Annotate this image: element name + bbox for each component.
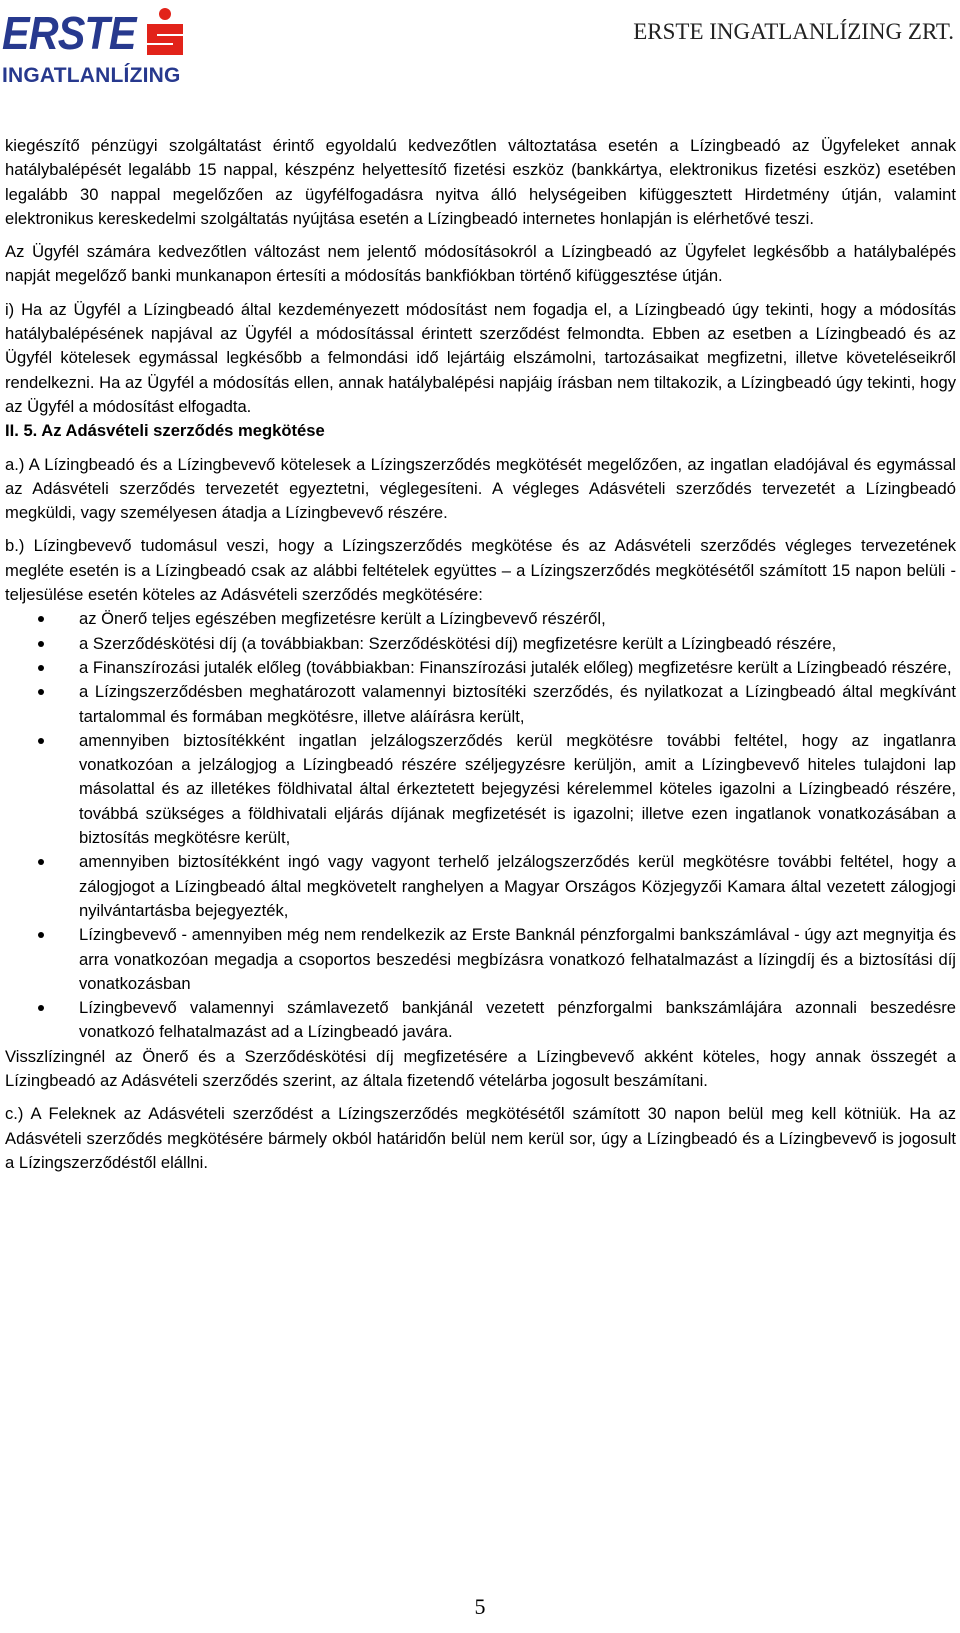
- list-item: az Önerő teljes egészében megfizetésre került a Lízingbevevő részéről,: [5, 607, 956, 631]
- logo-wordmark: ERSTE: [2, 7, 136, 59]
- paragraph: kiegészítő pénzügyi szolgáltatást érintő egyoldalú kedvezőtlen változtatása esetén a Lízingbeadó az Ügyfeleket annak hatálybalépését legalább 15 nappal, készpénz helyettesítő fizetési eszköz (bankkártya, elektronikus fizetési eszköz) esetében legalább 30 nappal megelőzően az ügyfélfogadásra nyitva álló helységeiben kifüggesztett Hirdetmény útján, valamint elektronikus kereskedelmi szolgáltatás nyújtása esetén a Lízingbeadó internetes honlapján is elérhetővé teszi.: [5, 136, 956, 228]
- list-item: a Szerződéskötési díj (a továbbiakban: Szerződéskötési díj) megfizetésre került a Lízingbeadó részére,: [5, 632, 956, 656]
- paragraph: Visszlízingnél az Önerő és a Szerződéskötési díj megfizetésére a Lízingbevevő akként köteles, hogy annak összegét a Lízingbeadó az Adásvételi szerződés szerint, az általa fizetendő vételárba jogosult beszámítani.: [5, 1046, 956, 1090]
- logo-subtitle: INGATLANLÍZING: [2, 64, 181, 87]
- list-item: amennyiben biztosítékként ingatlan jelzálogszerződés kerül megkötésre további feltétel, hogy az ingatlanra vonatkozóan a jelzálogjog a Lízingbeadó részére széljegyzésre kerüljön, amit a Lízingbevevő hiteles tulajdoni lap másolattal és az illetékes földhivatal által érkeztetett bejegyzési kérelemmel köteles igazolni a Lízingbeadó részére, továbbá szükséges a földhivatali eljárás díjának megfizetését is igazolni; illetve ezen ingatlanok vonatkozásában a biztosítás megkötésre került,: [5, 729, 956, 850]
- paragraph: i) Ha az Ügyfél a Lízingbeadó által kezdeményezett módosítást nem fogadja el, a Lízingbeadó úgy tekinti, hogy a módosítás hatálybalépésének napjával az Ügyfél a módosítással érintett szerződést felmondta. Ebben az esetben a Lízingbeadó és az Ügyfél kötelesek egymással legkésőbb a felmondási idő lejártáig elszámolni, tartozásaikat megfizetni, illetve követeléseikről rendelkezni. Ha az Ügyfél a módosítás ellen, annak hatálybalépési napjáig írásban nem tiltakozik, a Lízingbeadó úgy tekinti, hogy az Ügyfél a módosítást elfogadta.: [5, 299, 956, 416]
- page-number: 5: [474, 1594, 486, 1619]
- paragraph-c: c.) A Feleknek az Adásvételi szerződést a Lízingszerződés megkötésétől számított 30 napon belül meg kell kötniük. Ha az Adásvételi szerződés megkötésére bármely okból határidőn belül nem kerül sor, úgy a Lízingbeadó és a Lízingbevevő is jogosult a Lízingszerződéstől elállni.: [5, 1104, 956, 1172]
- list-item: Lízingbevevő valamennyi számlavezető bankjánál vezetett pénzforgalmi bankszámlájára azonnali beszedésre vonatkozó felhatalmazást ad a Lízingbeadó javára.: [5, 996, 956, 1045]
- document-body: [5, 134, 956, 1175]
- company-name: ERSTE INGATLANLÍZING ZRT.: [633, 19, 954, 44]
- paragraph-b: b.) Lízingbevevő tudomásul veszi, hogy a Lízingszerződés megkötése és az Adásvételi szerződés végleges tervezetének megléte esetén is a Lízingbeadó csak az alábbi feltételek együttes – a Lízingszerződés megkötésétől számított 15 napon belüli - teljesülése esetén köteles az Adásvételi szerződés megkötésére:: [5, 536, 956, 605]
- list-item: a Finanszírozási jutalék előleg (továbbiakban: Finanszírozási jutalék előleg) megfizetésre került a Lízingbeadó részére,: [5, 656, 956, 680]
- conditions-list: [5, 607, 956, 1044]
- list-item: a Lízingszerződésben meghatározott valamennyi biztosítéki szerződés, és nyilatkozat a Lízingbeadó által megkívánt tartalommal és formában megkötésre, illetve aláírásra került,: [5, 680, 956, 729]
- paragraph-a: a.) A Lízingbeadó és a Lízingbevevő kötelesek a Lízingszerződés megkötését megelőzően, az ingatlan eladójával és egymással az Adásvételi szerződés tervezetét egyeztetni, véglegesíteni. A végleges Adásvételi szerződés tervezetét a Lízingbeadó megküldi, vagy személyesen átadja a Lízingbevevő részére.: [5, 454, 956, 523]
- erste-s-icon: [143, 8, 187, 58]
- list-item: Lízingbevevő - amennyiben még nem rendelkezik az Erste Banknál pénzforgalmi bankszámlával - úgy azt megnyitja és arra vonatkozóan megadja a csoportos beszedési megbízásra vonatkozó felhatalmazást a lízingdíj és a biztosítási díj vonatkozásban: [5, 923, 956, 996]
- paragraph: Az Ügyfél számára kedvezőtlen változást nem jelentő módosításokról a Lízingbeadó az Ügyfelet legkésőbb a hatálybalépés napját megelőző banki munkanapon értesíti a módosítás bankfiókban történő kifüggesztése útján.: [5, 242, 956, 286]
- list-item: amennyiben biztosítékként ingó vagy vagyont terhelő jelzálogszerződés kerül megkötésre további feltétel, hogy a zálogjogot a Lízingbeadó által megkövetelt ranghelyen a Magyar Országos Közjegyzői Kamara által vezetett zálogjogi nyilvántartásba bejegyezték,: [5, 850, 956, 923]
- erste-logo: [2, 8, 188, 88]
- section-heading: II. 5. Az Adásvételi szerződés megkötése: [5, 421, 325, 441]
